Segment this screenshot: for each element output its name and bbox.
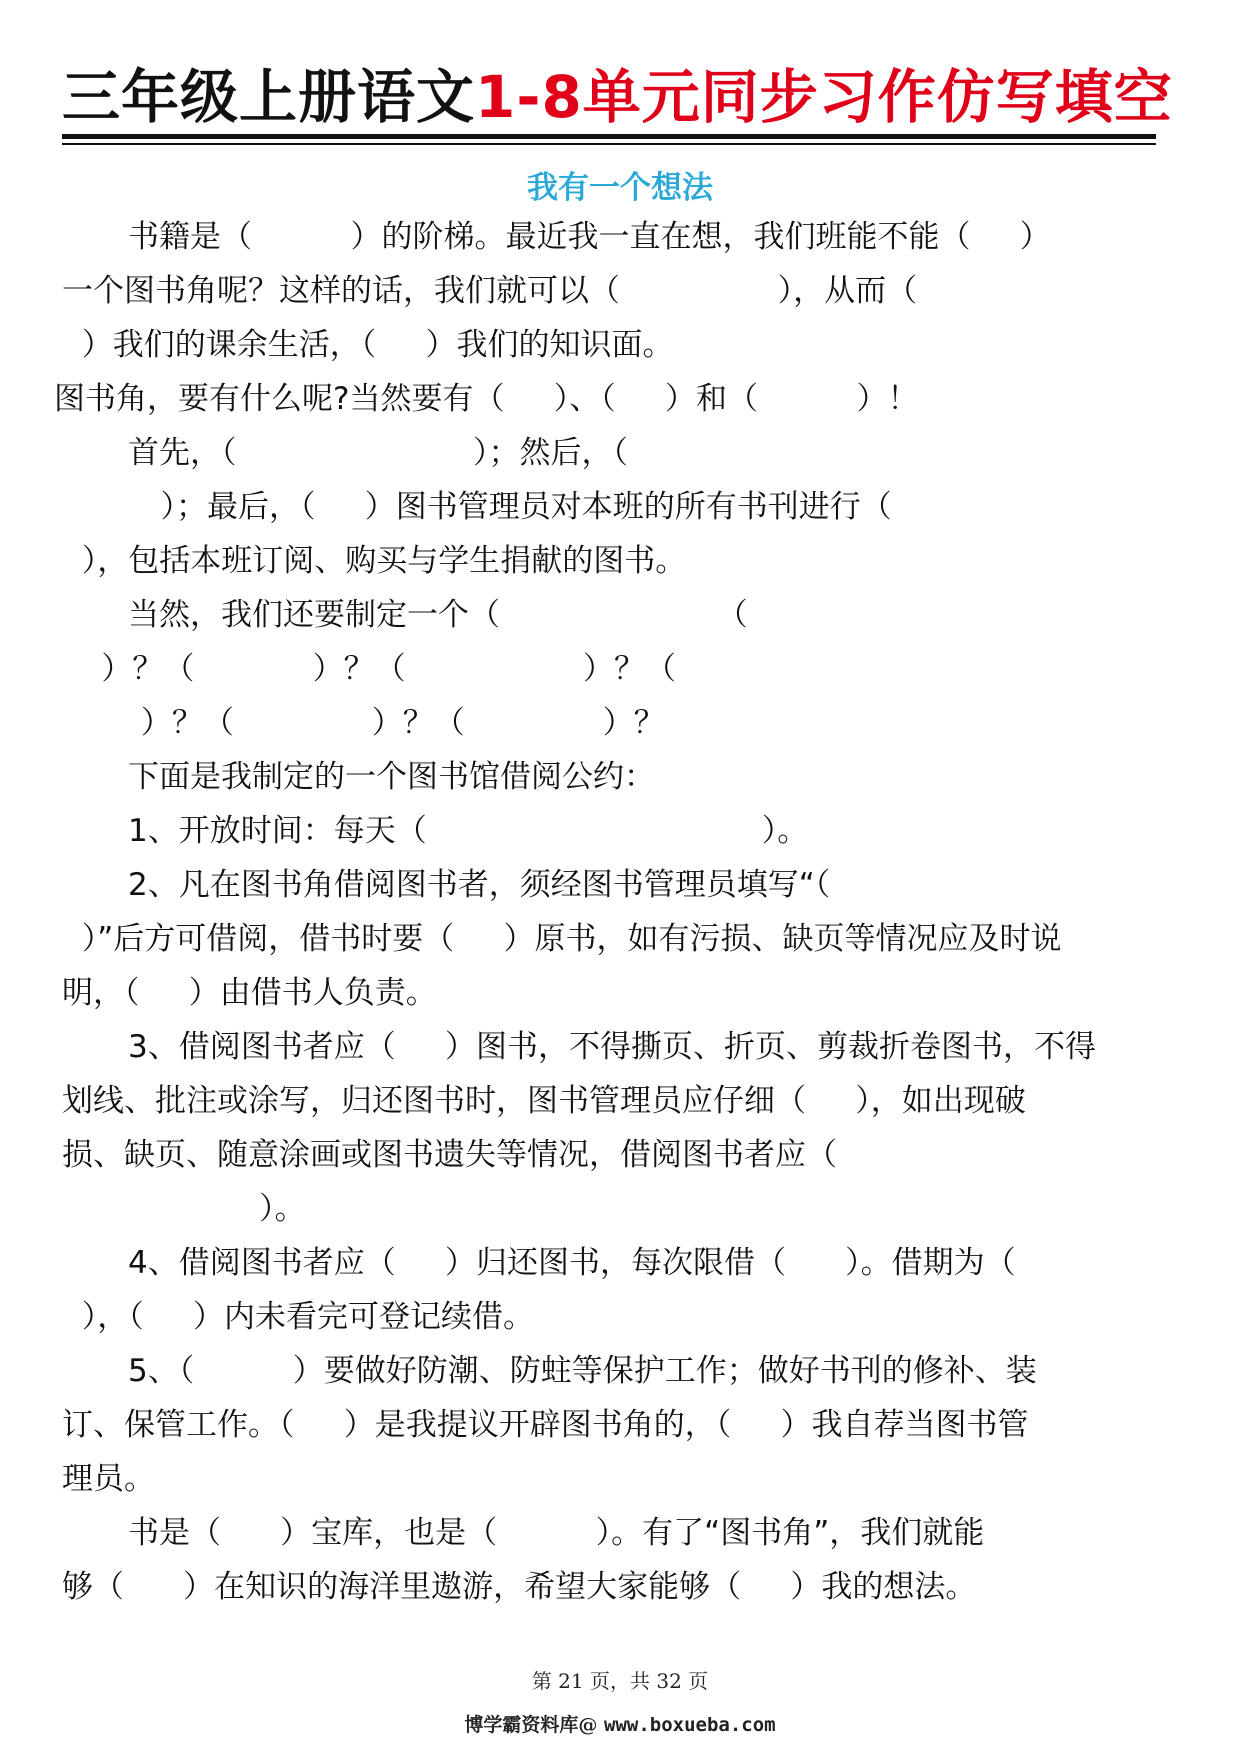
page-title xyxy=(62,62,1173,132)
text-line: 首先，（ ）；然后，（ xyxy=(128,435,628,471)
text-line: ），（ ）内未看完可登记续借。 xyxy=(62,1299,534,1335)
text-line: 一个图书角呢？这样的话，我们就可以（ ），从而（ xyxy=(62,273,918,309)
text-line: ）；最后，（ ）图书管理员对本班的所有书刊进行（ xyxy=(62,489,892,525)
text-line: ）”后方可借阅，借书时要（ ）原书，如有污损、缺页等情况应及时说 xyxy=(62,921,1062,957)
site-label: 博学霸资料库@ xyxy=(464,1714,598,1736)
text-line: 订、保管工作。（ ）是我提议开辟图书角的，（ ）我自荐当图书管 xyxy=(62,1407,1029,1443)
title-rule-thin xyxy=(62,143,1156,145)
text-line: 当然，我们还要制定一个（ （ xyxy=(128,597,748,633)
text-line: 5、（ ）要做好防潮、防蛀等保护工作；做好书刊的修补、装 xyxy=(128,1353,1037,1389)
header xyxy=(62,62,1173,132)
page-number: 第 21 页，共 32 页 xyxy=(531,1669,709,1693)
text-line: 下面是我制定的一个图书馆借阅公约： xyxy=(128,759,655,795)
text-line: 书是（ ）宝库，也是（ ）。有了“图书角”，我们就能 xyxy=(128,1515,985,1551)
text-line: 损、缺页、随意涂画或图书遗失等情况，借阅图书者应（ xyxy=(62,1137,837,1173)
text-line: ）？（ ）？（ ）？（ xyxy=(62,651,677,687)
site-domain: www.boxueba.com xyxy=(604,1714,776,1736)
text-line: 理员。 xyxy=(62,1461,155,1497)
text-line: 图书角，要有什么呢?当然要有（ ）、（ ）和（ ）！ xyxy=(54,381,919,417)
text-line: 明，（ ）由借书人负责。 xyxy=(62,975,437,1011)
title-black-part: 三年级上册语文 xyxy=(62,63,476,131)
text-line: ）。 xyxy=(62,1191,306,1227)
text-line: 书籍是（ ）的阶梯。最近我一直在想，我们班能不能（ ） xyxy=(128,219,1051,255)
text-line: 4、借阅图书者应（ ）归还图书，每次限借（ ）。借期为（ xyxy=(128,1245,1016,1281)
text-line: 3、借阅图书者应（ ）图书，不得撕页、折页、剪裁折卷图书，不得 xyxy=(128,1029,1096,1065)
title-rule-thick xyxy=(62,134,1156,139)
text-line: 2、凡在图书角借阅图书者，须经图书管理员填写“（ xyxy=(128,867,831,903)
text-line: ）？（ ）？（ ）？ xyxy=(62,705,665,741)
text-line: 1、开放时间：每天（ ）。 xyxy=(128,813,809,849)
section-title: 我有一个想法 xyxy=(527,170,713,206)
title-red-part: 1-8单元同步习作仿写填空 xyxy=(475,63,1173,131)
site-footer xyxy=(0,1710,1240,1737)
text-line: ），包括本班订阅、购买与学生捐献的图书。 xyxy=(62,543,687,579)
text-line: ）我们的课余生活，（ ）我们的知识面。 xyxy=(62,327,674,363)
text-line: 划线、批注或涂写，归还图书时，图书管理员应仔细（ ），如出现破 xyxy=(62,1083,1026,1119)
text-line: 够（ ）在知识的海洋里遨游，希望大家能够（ ）我的想法。 xyxy=(62,1569,977,1605)
worksheet-body xyxy=(54,210,1192,1614)
